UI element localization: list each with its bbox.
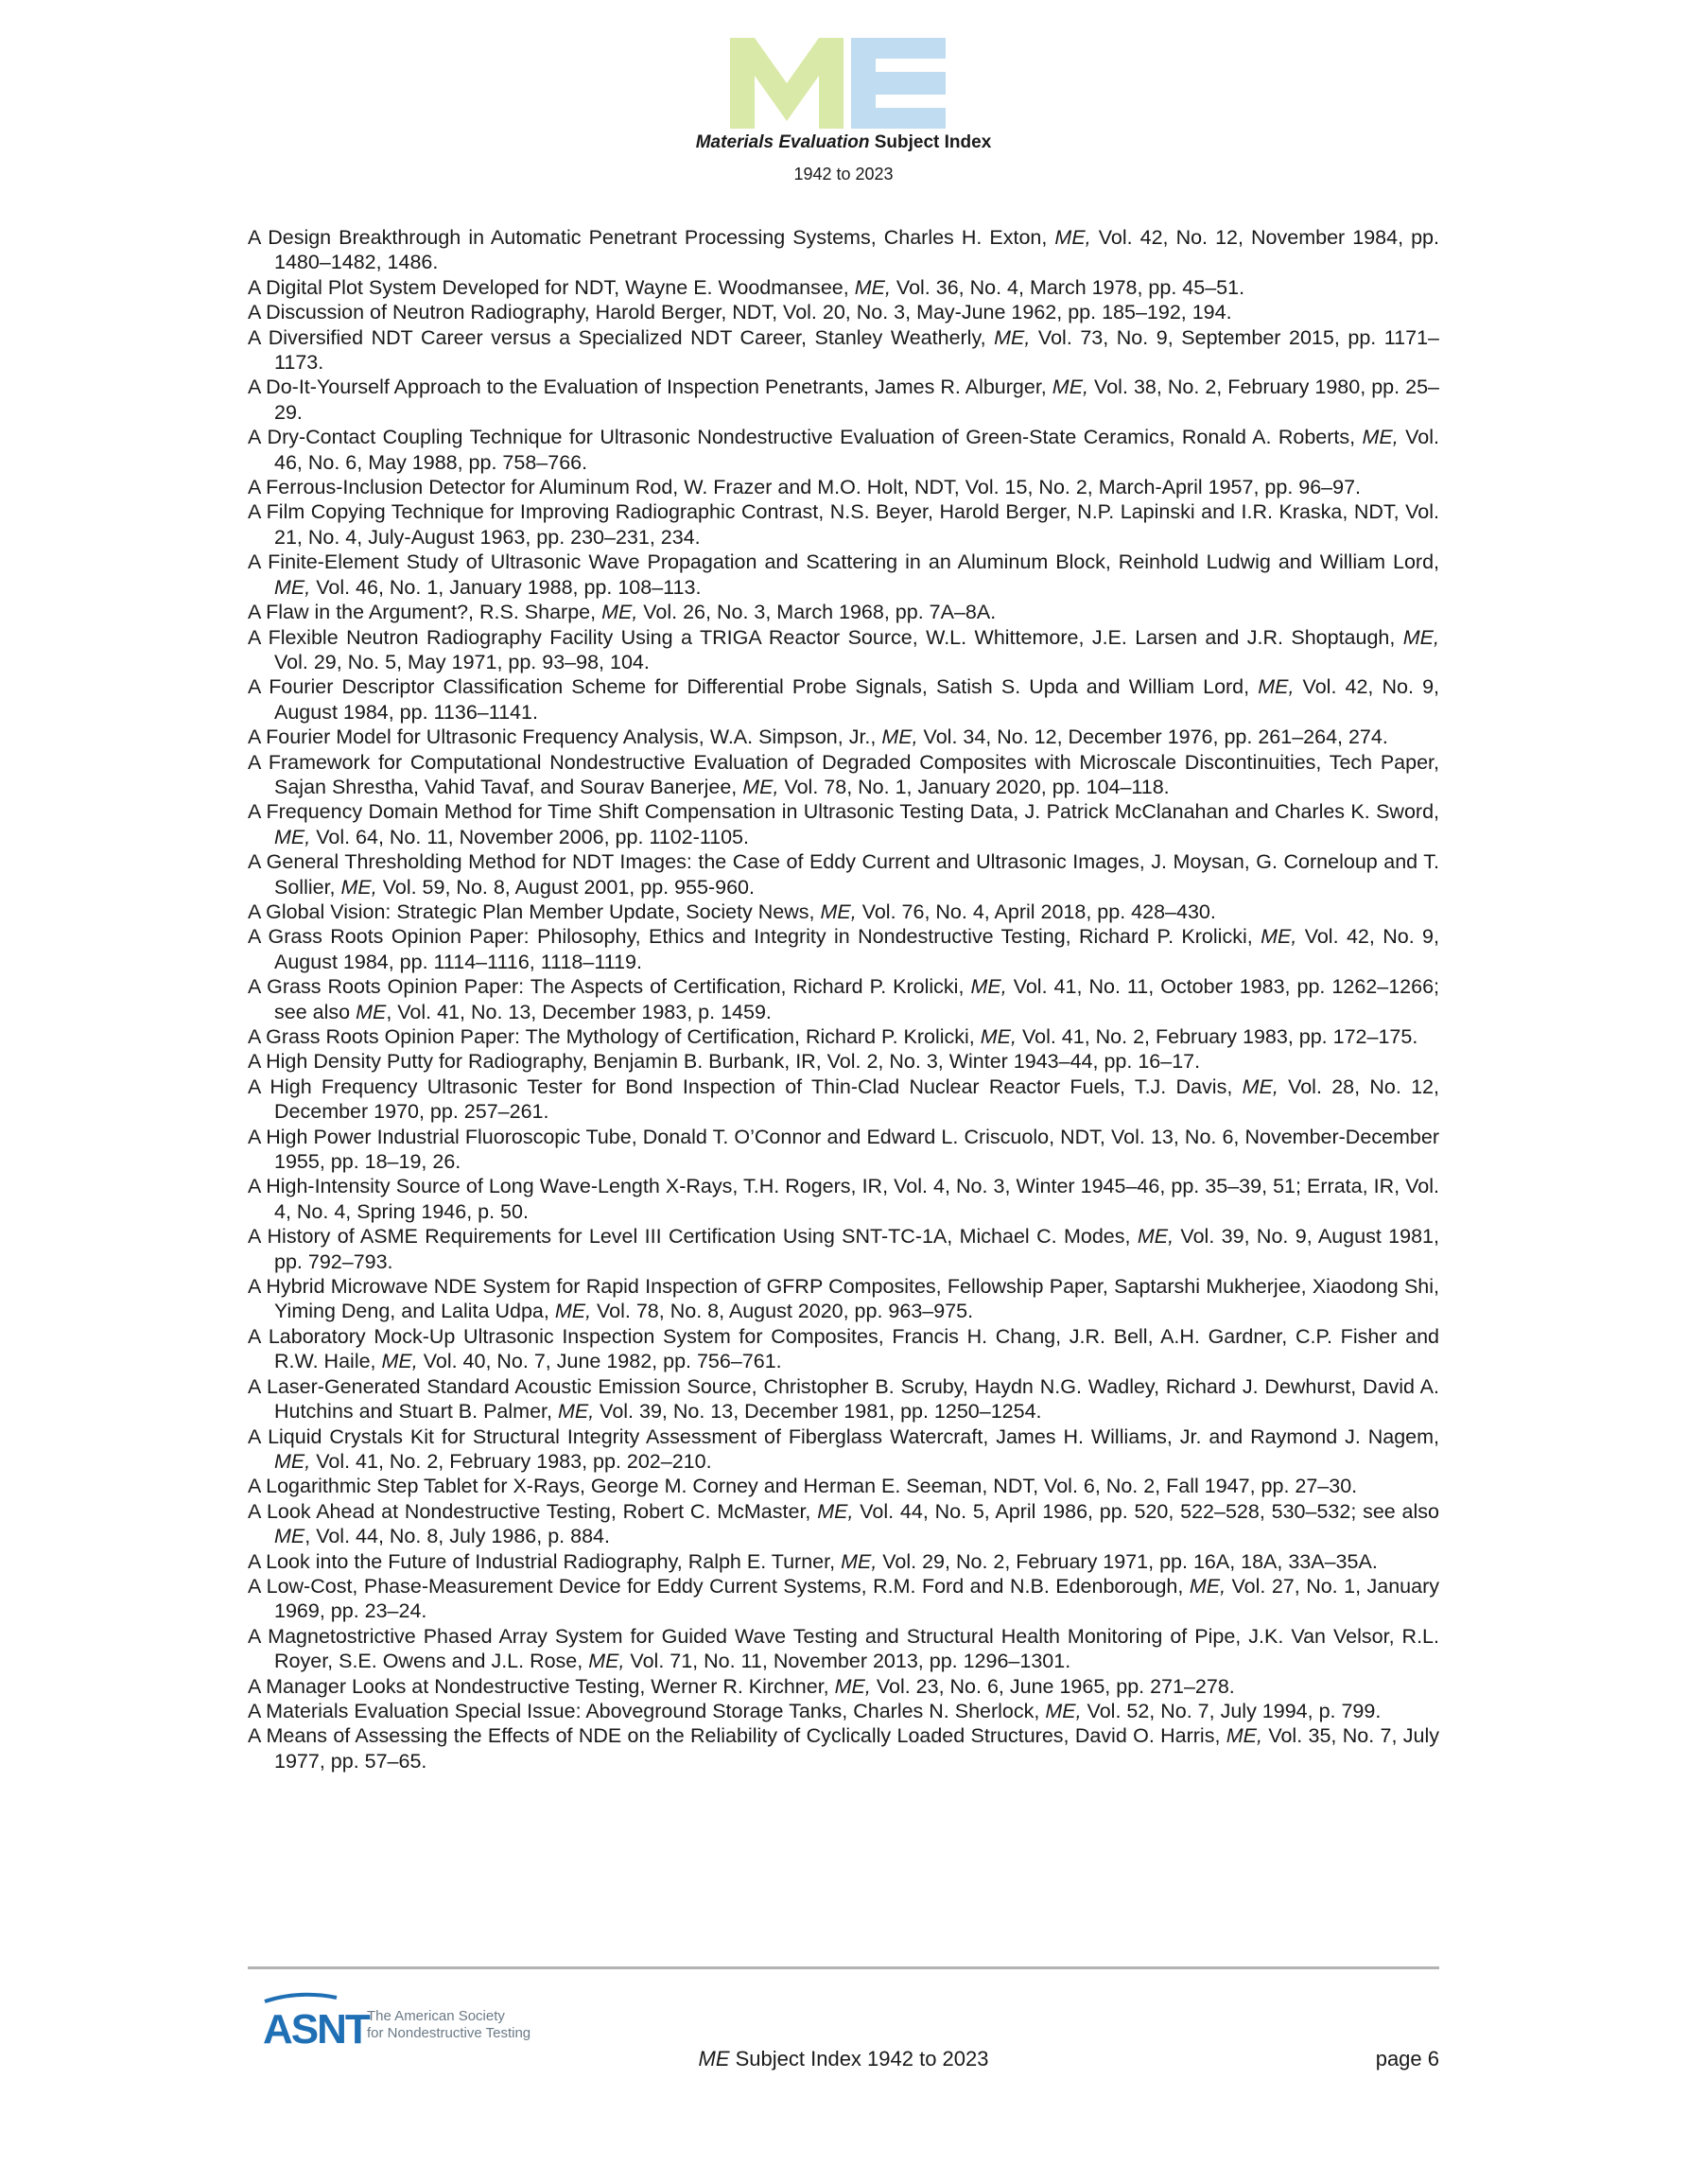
entry-text: Vol. 64, No. 11, November 2006, pp. 1102-1105. xyxy=(310,825,749,848)
entry-text: A Ferrous-Inclusion Detector for Aluminum Rod, W. Frazer and M.O. Holt, NDT, Vol. 15, No. 2, March-April 1957, pp. 96–97. xyxy=(248,476,1362,499)
index-entry xyxy=(248,799,1439,849)
journal-abbrev: ME, xyxy=(742,775,779,798)
entry-text: A High Power Industrial Fluoroscopic Tube, Donald T. O’Connor and Edward L. Criscuolo, NDT, Vol. 13, No. 6, November-December 1955, pp. 18–19, 26. xyxy=(248,1125,1439,1174)
index-entry xyxy=(248,1699,1439,1723)
footer-divider xyxy=(248,1966,1439,1969)
index-entry xyxy=(248,1049,1439,1074)
index-entry xyxy=(248,425,1439,475)
entry-text: Vol. 42, No. 9, August 1984, pp. 1114–1116, 1118–1119. xyxy=(274,925,1439,973)
journal-abbrev: ME, xyxy=(994,325,1031,349)
entry-text: Vol. 59, No. 8, August 2001, pp. 955-960. xyxy=(376,875,755,899)
journal-abbrev: ME, xyxy=(854,275,891,299)
journal-abbrev: ME, xyxy=(1054,226,1091,249)
index-entry xyxy=(248,974,1439,1024)
journal-abbrev: ME, xyxy=(381,1350,418,1373)
index-entry xyxy=(248,1125,1439,1175)
journal-abbrev: ME, xyxy=(817,1499,854,1523)
asnt-name-line2: for Nondestructive Testing xyxy=(367,2025,531,2041)
journal-abbrev: ME, xyxy=(274,1449,311,1473)
entry-text: A Framework for Computational Nondestructive Evaluation of Degraded Composites with Microscale Discontinuities, Tech Paper, Sajan Shrestha, Vahid Tavaf, and Sourav Banerjee, xyxy=(248,750,1439,798)
index-entries xyxy=(248,225,1439,1773)
entry-text: Vol. 41, No. 2, February 1983, pp. 202–210. xyxy=(310,1449,712,1473)
me-logo xyxy=(730,38,957,129)
index-entry xyxy=(248,1075,1439,1125)
entry-text: Vol. 41, No. 2, February 1983, pp. 172–175. xyxy=(1016,1025,1418,1048)
entry-text: Vol. 29, No. 5, May 1971, pp. 93–98, 104. xyxy=(274,650,650,673)
entry-text: Vol. 46, No. 1, January 1988, pp. 108–113. xyxy=(310,575,702,599)
journal-abbrev: ME, xyxy=(980,1025,1017,1048)
entry-text: A Discussion of Neutron Radiography, Harold Berger, NDT, Vol. 20, No. 3, May-June 1962, pp. 185–192, 194. xyxy=(248,301,1232,324)
journal-abbrev: ME, xyxy=(340,875,377,899)
index-entry xyxy=(248,1224,1439,1274)
index-title: Materials Evaluation Subject Index xyxy=(695,132,992,152)
asnt-name-line1: The American Society xyxy=(367,2008,505,2024)
journal-abbrev: ME, xyxy=(1362,426,1399,449)
index-entry xyxy=(248,325,1439,376)
index-years: 1942 to 2023 xyxy=(793,165,894,183)
journal-abbrev: ME, xyxy=(1052,376,1089,399)
entry-text: A Diversified NDT Career versus a Specialized NDT Career, Stanley Weatherly, xyxy=(248,325,995,349)
journal-abbrev: ME, xyxy=(274,825,311,848)
entry-text: A Grass Roots Opinion Paper: Philosophy, Ethics and Integrity in Nondestructive Testing, Richard P. Krolicki, xyxy=(248,925,1261,949)
index-entry xyxy=(248,375,1439,425)
entry-text: A Magnetostrictive Phased Array System for Guided Wave Testing and Structural Health Monitoring of Pipe, J.K. Van Velsor, R.L. Royer, S.E. Owens and J.L. Rose, xyxy=(248,1624,1439,1673)
index-entry xyxy=(248,1374,1439,1424)
footer-subject-index: ME Subject Index 1942 to 2023 xyxy=(698,2047,989,2070)
entry-text: A Manager Looks at Nondestructive Testing, Werner R. Kirchner, xyxy=(248,1674,835,1698)
index-entry xyxy=(248,1474,1439,1498)
entry-text: Vol. 35, No. 7, July 1977, pp. 57–65. xyxy=(274,1724,1439,1773)
entry-text: A Low-Cost, Phase-Measurement Device for Eddy Current Systems, R.M. Ford and N.B. Edenborough, xyxy=(248,1574,1190,1598)
index-entry xyxy=(248,1024,1439,1049)
journal-abbrev: ME, xyxy=(1137,1225,1174,1249)
index-entry xyxy=(248,924,1439,974)
entry-text: Vol. 78, No. 1, January 2020, pp. 104–118. xyxy=(778,775,1170,798)
entry-text: , Vol. 44, No. 8, July 1986, p. 884. xyxy=(304,1525,610,1548)
svg-text:ASNT: ASNT xyxy=(263,2006,369,2053)
index-entry xyxy=(248,225,1439,275)
entry-text: A Digital Plot System Developed for NDT, Wayne E. Woodmansee, xyxy=(248,275,855,299)
entry-text: A Materials Evaluation Special Issue: Aboveground Storage Tanks, Charles N. Sherlock, xyxy=(248,1699,1046,1722)
journal-abbrev: ME, xyxy=(970,975,1007,999)
journal-abbrev: ME, xyxy=(1402,625,1439,649)
index-entry xyxy=(248,674,1439,725)
index-entry xyxy=(248,1624,1439,1674)
entry-text: Vol. 23, No. 6, June 1965, pp. 271–278. xyxy=(870,1674,1235,1698)
index-entry xyxy=(248,900,1439,924)
journal-abbrev: ME xyxy=(356,1000,387,1023)
entry-text: Vol. 71, No. 11, November 2013, pp. 1296–1301. xyxy=(624,1650,1071,1673)
entry-text: Vol. 34, No. 12, December 1976, pp. 261–264, 274. xyxy=(917,725,1388,749)
index-entry xyxy=(248,300,1439,324)
entry-text: A Global Vision: Strategic Plan Member Update, Society News, xyxy=(248,900,821,923)
journal-abbrev: ME, xyxy=(1242,1075,1278,1098)
index-entry xyxy=(248,1424,1439,1475)
entry-text: Vol. 40, No. 7, June 1982, pp. 756–761. xyxy=(417,1350,782,1373)
entry-text: A Look Ahead at Nondestructive Testing, Robert C. McMaster, xyxy=(248,1499,818,1523)
entry-text: A Means of Assessing the Effects of NDE on the Reliability of Cyclically Loaded Structures, David O. Harris, xyxy=(248,1724,1226,1748)
page-number: page 6 xyxy=(1375,2047,1439,2070)
journal-abbrev: ME, xyxy=(588,1650,625,1673)
entry-text: Vol. 27, No. 1, January 1969, pp. 23–24. xyxy=(274,1574,1439,1623)
entry-text: A Logarithmic Step Tablet for X-Rays, George M. Corney and Herman E. Seeman, NDT, Vol. 6, No. 2, Fall 1947, pp. 27–30. xyxy=(248,1475,1358,1498)
journal-abbrev: ME xyxy=(274,1525,305,1548)
index-entry xyxy=(248,600,1439,624)
index-entry xyxy=(248,1549,1439,1574)
entry-text: A Do-It-Yourself Approach to the Evaluation of Inspection Penetrants, James R. Alburger, xyxy=(248,376,1052,399)
entry-text: A Fourier Descriptor Classification Scheme for Differential Probe Signals, Satish S. Upda and William Lord, xyxy=(248,675,1259,699)
entry-text: Vol. 29, No. 2, February 1971, pp. 16A, 18A, 33A–35A. xyxy=(877,1549,1378,1573)
entry-text: A Fourier Model for Ultrasonic Frequency Analysis, W.A. Simpson, Jr., xyxy=(248,725,882,749)
entry-text: A Frequency Domain Method for Time Shift Compensation in Ultrasonic Testing Data, J. Patrick McClanahan and Charles K. Sword, xyxy=(248,800,1439,824)
entry-text: Vol. 26, No. 3, March 1968, pp. 7A–8A. xyxy=(637,601,997,624)
entry-text: A High Density Putty for Radiography, Benjamin B. Burbank, IR, Vol. 2, No. 3, Winter 1943–44, pp. 16–17. xyxy=(248,1050,1201,1074)
journal-abbrev: ME, xyxy=(557,1400,595,1424)
journal-abbrev: ME, xyxy=(274,575,311,599)
entry-text: A Flaw in the Argument?, R.S. Sharpe, xyxy=(248,601,602,624)
entry-text: A High-Intensity Source of Long Wave-Length X-Rays, T.H. Rogers, IR, Vol. 4, No. 3, Winter 1945–46, pp. 35–39, 51; Errata, IR, Vol. 4, No. 4, Spring 1946, p. 50. xyxy=(248,1175,1439,1223)
entry-text: Vol. 38, No. 2, February 1980, pp. 25–29. xyxy=(274,376,1439,424)
entry-text: Vol. 44, No. 5, April 1986, pp. 520, 522–528, 530–532; see also xyxy=(853,1499,1439,1523)
entry-text: A Film Copying Technique for Improving Radiographic Contrast, N.S. Beyer, Harold Berger, N.P. Lapinski and I.R. Kraska, NDT, Vol. 21, No. 4, July-August 1963, pp. 230–231, 234. xyxy=(248,500,1439,549)
entry-text: , Vol. 41, No. 13, December 1983, p. 1459. xyxy=(386,1000,772,1023)
journal-abbrev: ME, xyxy=(601,601,638,624)
entry-text: A Grass Roots Opinion Paper: The Aspects of Certification, Richard P. Krolicki, xyxy=(248,975,971,999)
journal-abbrev: ME, xyxy=(1226,1724,1262,1748)
index-entry xyxy=(248,1723,1439,1773)
index-entry xyxy=(248,475,1439,499)
entry-text: Vol. 42, No. 12, November 1984, pp. 1480–1482, 1486. xyxy=(274,226,1439,274)
entry-text: Vol. 46, No. 6, May 1988, pp. 758–766. xyxy=(274,426,1439,474)
entry-text: Vol. 28, No. 12, December 1970, pp. 257–261. xyxy=(274,1075,1439,1124)
journal-abbrev: ME, xyxy=(881,725,918,749)
entry-text: A History of ASME Requirements for Level III Certification Using SNT-TC-1A, Michael C. Modes, xyxy=(248,1225,1138,1249)
entry-text: A Flexible Neutron Radiography Facility Using a TRIGA Reactor Source, W.L. Whittemore, J.E. Larsen and J.R. Shoptaugh, xyxy=(248,625,1403,649)
journal-abbrev: ME, xyxy=(1258,675,1295,699)
journal-abbrev: ME, xyxy=(1261,925,1297,949)
index-entry xyxy=(248,1674,1439,1699)
journal-abbrev: ME, xyxy=(1045,1699,1082,1722)
journal-abbrev: ME, xyxy=(554,1300,592,1323)
entry-text: A Look into the Future of Industrial Radiography, Ralph E. Turner, xyxy=(248,1549,842,1573)
index-entry xyxy=(248,750,1439,800)
index-entry xyxy=(248,275,1439,300)
entry-text: Vol. 39, No. 13, December 1981, pp. 1250–1254. xyxy=(594,1400,1042,1424)
journal-abbrev: ME, xyxy=(820,900,857,923)
entry-text: A Laser-Generated Standard Acoustic Emission Source, Christopher B. Scruby, Haydn N.G. Wadley, Richard J. Dewhurst, David A. Hutchins and Stuart B. Palmer, xyxy=(248,1374,1439,1424)
entry-text: Vol. 52, No. 7, July 1994, p. 799. xyxy=(1081,1699,1382,1722)
entry-text: Vol. 73, No. 9, September 2015, pp. 1171–1173. xyxy=(274,325,1439,375)
entry-text: A Hybrid Microwave NDE System for Rapid Inspection of GFRP Composites, Fellowship Paper, Saptarshi Mukherjee, Xiaodong Shi, Yiming Deng, and Lalita Udpa, xyxy=(248,1275,1439,1323)
entry-text: Vol. 41, No. 11, October 1983, pp. 1262–1266; see also xyxy=(274,975,1439,1023)
entry-text: Vol. 39, No. 9, August 1981, pp. 792–793. xyxy=(274,1225,1439,1273)
entry-text: Vol. 36, No. 4, March 1978, pp. 45–51. xyxy=(890,275,1245,299)
entry-text: A Grass Roots Opinion Paper: The Mythology of Certification, Richard P. Krolicki, xyxy=(248,1025,981,1048)
entry-text: Vol. 42, No. 9, August 1984, pp. 1136–1141. xyxy=(274,675,1439,724)
index-entry xyxy=(248,725,1439,749)
index-entry xyxy=(248,1274,1439,1324)
journal-abbrev: ME, xyxy=(1189,1574,1226,1598)
index-entry xyxy=(248,1499,1439,1549)
journal-abbrev: ME, xyxy=(834,1674,871,1698)
index-entry xyxy=(248,849,1439,900)
journal-abbrev: ME, xyxy=(841,1549,878,1573)
index-entry xyxy=(248,550,1439,600)
entry-text: A General Thresholding Method for NDT Images: the Case of Eddy Current and Ultrasonic Images, J. Moysan, G. Corneloup and T. Sollier, xyxy=(248,850,1439,899)
index-entry xyxy=(248,625,1439,675)
index-entry xyxy=(248,1574,1439,1624)
entry-text: A Dry-Contact Coupling Technique for Ultrasonic Nondestructive Evaluation of Green-State Ceramics, Ronald A. Roberts, xyxy=(248,426,1363,449)
entry-text: Vol. 78, No. 8, August 2020, pp. 963–975. xyxy=(591,1300,974,1323)
entry-text: A Design Breakthrough in Automatic Penetrant Processing Systems, Charles H. Exton, xyxy=(248,226,1055,249)
entry-text: Vol. 76, No. 4, April 2018, pp. 428–430. xyxy=(856,900,1216,923)
entry-text: A Laboratory Mock-Up Ultrasonic Inspection System for Composites, Francis H. Chang, J.R. Bell, A.H. Gardner, C.P. Fisher and R.W. Haile, xyxy=(248,1324,1439,1373)
index-entry xyxy=(248,499,1439,550)
entry-text: A Liquid Crystals Kit for Structural Integrity Assessment of Fiberglass Watercraft, James H. Williams, Jr. and Raymond J. Nagem, xyxy=(248,1424,1439,1448)
index-entry xyxy=(248,1174,1439,1224)
index-entry xyxy=(248,1324,1439,1374)
entry-text: A Finite-Element Study of Ultrasonic Wave Propagation and Scattering in an Aluminum Block, Reinhold Ludwig and William Lord, xyxy=(248,550,1439,574)
entry-text: A High Frequency Ultrasonic Tester for Bond Inspection of Thin-Clad Nuclear Reactor Fuels, T.J. Davis, xyxy=(248,1075,1243,1098)
